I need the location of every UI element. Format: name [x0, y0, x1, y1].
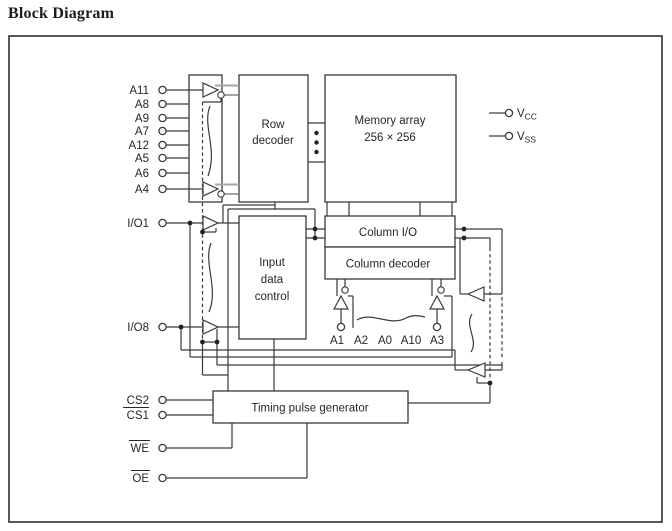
- pin-a1-terminal: [337, 323, 344, 330]
- pin-we-terminal: [159, 444, 166, 451]
- vcc-label: $V_{CC}$: [517, 108, 537, 122]
- memory-array-label-line2: 256 × 256: [364, 132, 416, 144]
- pin-vss-terminal: [505, 132, 512, 139]
- input-data-control-label-line3: control: [254, 291, 290, 303]
- inverter-bubble-icon: [218, 191, 224, 197]
- pin-a1-label: A1: [329, 335, 345, 347]
- pin-a11-terminal: [159, 86, 166, 93]
- row-decoder-label-line2: decoder: [252, 135, 294, 147]
- pin-a3-terminal: [433, 323, 440, 330]
- figure-title: Block Diagram: [8, 5, 115, 22]
- pin-we-label: WE: [130, 443, 149, 455]
- pin-a9-label: A9: [134, 113, 149, 125]
- pin-a4-terminal: [159, 185, 166, 192]
- pin-vcc-terminal: [505, 109, 512, 116]
- pin-a7-label: A7: [134, 126, 149, 138]
- pin-a12-terminal: [159, 141, 166, 148]
- column-decoder-label: Column decoder: [345, 258, 431, 271]
- inverter-bubble-icon: [438, 287, 444, 293]
- vss-label: $V_{SS}$: [517, 131, 537, 145]
- pin-a2-label: A2: [353, 335, 369, 347]
- pin-a10-label: A10: [400, 335, 422, 347]
- row-decoder-label-line1: Row: [261, 119, 285, 131]
- pin-io8-label: I/O8: [127, 322, 149, 334]
- pin-io8-terminal: [159, 323, 166, 330]
- pin-a6-label: A6: [134, 168, 149, 180]
- pin-io1-label: I/O1: [127, 218, 149, 230]
- inverter-bubble-icon: [342, 287, 348, 293]
- pin-oe-terminal: [159, 474, 166, 481]
- pin-a5-terminal: [159, 154, 166, 161]
- column-io-label: Column I/O: [358, 227, 418, 239]
- pin-cs1-label: CS1: [126, 410, 149, 422]
- pin-a8-terminal: [159, 100, 166, 107]
- pin-cs2-terminal: [159, 396, 166, 403]
- memory-array-label-line1: Memory array: [354, 115, 426, 127]
- pin-a11-label: A11: [129, 85, 149, 97]
- pin-io1-terminal: [159, 219, 166, 226]
- pin-cs1-terminal: [159, 411, 166, 418]
- pin-a5-label: A5: [134, 153, 149, 165]
- pin-a6-terminal: [159, 169, 166, 176]
- pin-a12-label: A12: [128, 140, 149, 152]
- input-data-control-label-line1: Input: [259, 257, 285, 269]
- pin-cs2-label: CS2: [126, 395, 149, 407]
- pin-a0-label: A0: [377, 335, 393, 347]
- pin-a9-terminal: [159, 114, 166, 121]
- pin-oe-label: OE: [132, 473, 149, 485]
- inverter-bubble-icon: [218, 92, 224, 98]
- pin-a7-terminal: [159, 127, 166, 134]
- pin-a8-label: A8: [134, 99, 149, 111]
- input-data-control-label-line2: data: [260, 274, 284, 286]
- pin-a3-label: A3: [429, 335, 445, 347]
- pin-a4-label: A4: [134, 184, 149, 196]
- timing-pulse-generator-label: Timing pulse generator: [251, 402, 369, 415]
